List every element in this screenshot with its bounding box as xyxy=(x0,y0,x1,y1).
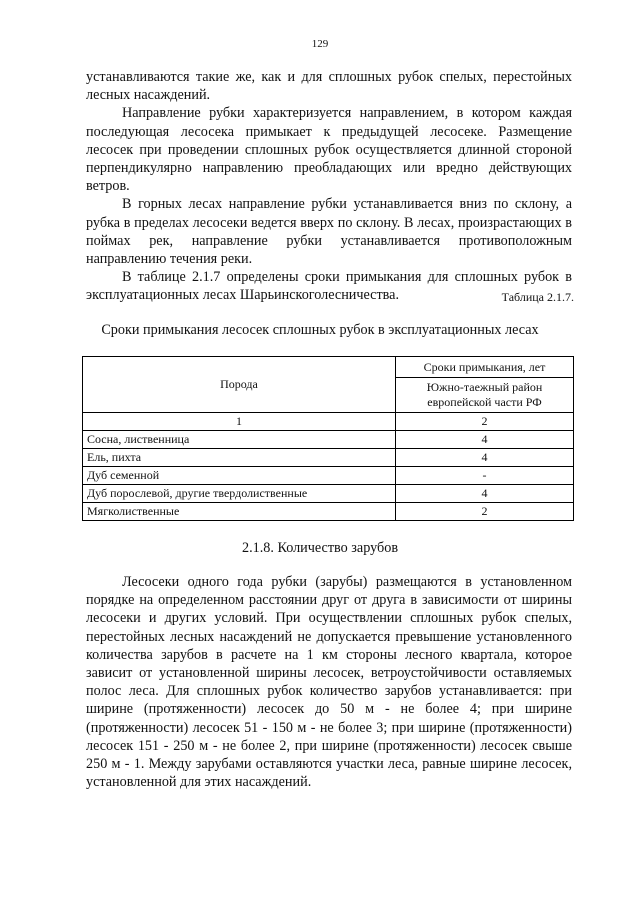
table-title: Сроки примыкания лесосек сплошных рубок в эксплуатационных лесах xyxy=(101,322,539,338)
term-cell: 4 xyxy=(396,485,574,503)
header-terms: Сроки примыкания, лет xyxy=(396,357,574,378)
adjacency-terms-table xyxy=(82,356,574,521)
table-row xyxy=(83,467,574,485)
table-row xyxy=(83,485,574,503)
species-cell: Мягколиственные xyxy=(83,503,396,521)
species-cell: Сосна, лиственница xyxy=(83,431,396,449)
column-index: 2 xyxy=(396,413,574,431)
table-row xyxy=(83,449,574,467)
paragraph-mountain-forests: В горных лесах направление рубки устанавливается вниз по склону, а рубка в пределах лесосеки ведется вверх по склону. В лесах, произрастающих в поймах рек, направление рубки устанавливается противоположным направлению течения реки. xyxy=(86,196,572,268)
table-row xyxy=(83,431,574,449)
table-index-row xyxy=(83,413,574,431)
header-region: Южно-таежный район европейской части РФ xyxy=(396,378,574,413)
section-heading: 2.1.8. Количество зарубов xyxy=(241,540,399,556)
page-number: 129 xyxy=(311,38,329,50)
term-cell: 2 xyxy=(396,503,574,521)
term-cell: - xyxy=(396,467,574,485)
table-header-row xyxy=(83,357,574,378)
paragraph-table-reference: В таблице 2.1.7 определены сроки примыкания для сплошных рубок в эксплуатационных лесах Шарьинскоголесничества. xyxy=(86,269,572,304)
header-species: Порода xyxy=(83,357,396,413)
section-text-block xyxy=(86,573,572,791)
column-index: 1 xyxy=(83,413,396,431)
term-cell: 4 xyxy=(396,431,574,449)
paragraph-cutting-direction: Направление рубки характеризуется направлением, в котором каждая последующая лесосека примыкает к предыдущей лесосеке. Размещение лесосек при проведении сплошных рубок осуществляется длинной стороной перпендикулярно направлению преобладающих или вредно действующих ветров. xyxy=(86,105,572,195)
paragraph-cuttings-count: Лесосеки одного года рубки (зарубы) размещаются в установленном порядке на определенном расстоянии друг от друга в зависимости от ширины лесосеки и других условий. При осуществлении сплошных рубок спелых, перестойных лесных насаждений не допускается превышение установленного количества зарубов в расчете на 1 км стороны лесного квартала, которое зависит от установленной ширины лесосек, ветроустойчивости оставляемых полос леса. Для сплошных рубок количество зарубов устанавливается: при ширине (протяженности) лесосек до 50 м - не более 4; при ширине (протяженности) лесосек 51 - 150 м - не более 3; при ширине (протяженности) лесосек 151 - 250 м - не более 2, при ширине (протяженности) лесосек свыше 250 м - 1. Между зарубами оставляются участки леса, равные ширине лесосек, установленной для этих насаждений. xyxy=(86,574,572,791)
table-row xyxy=(83,503,574,521)
species-cell: Дуб семенной xyxy=(83,467,396,485)
species-cell: Ель, пихта xyxy=(83,449,396,467)
table-number: Таблица 2.1.7. xyxy=(501,290,574,304)
paragraph-continuation: устанавливаются такие же, как и для сплошных рубок спелых, перестойных лесных насаждений. xyxy=(86,69,572,104)
intro-text-block xyxy=(86,68,572,305)
term-cell: 4 xyxy=(396,449,574,467)
species-cell: Дуб порослевой, другие твердолиственные xyxy=(83,485,396,503)
